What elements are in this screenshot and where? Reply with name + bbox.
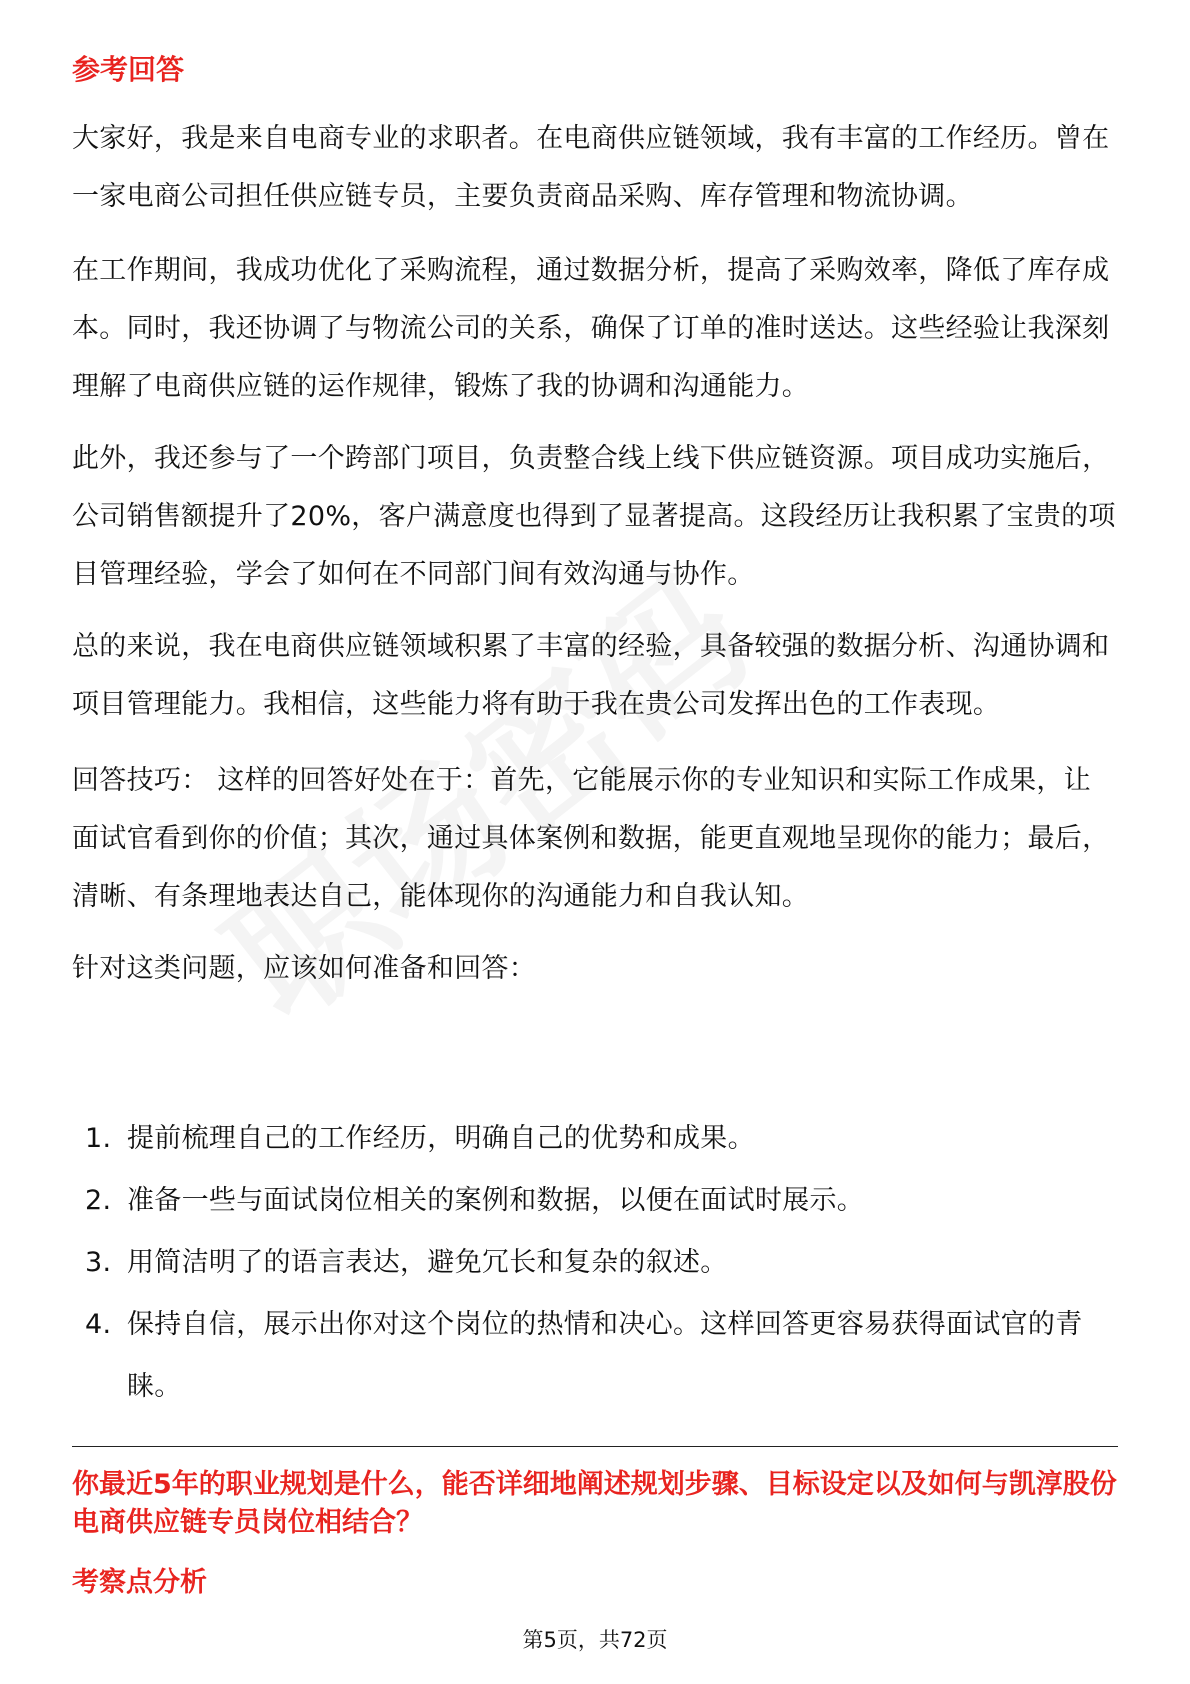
section-heading: 参考回答 bbox=[72, 53, 185, 86]
list-item-number: 3. bbox=[85, 1247, 112, 1278]
analysis-heading: 考察点分析 bbox=[72, 1567, 207, 1598]
list-item-text: 用简洁明了的语言表达，避免冗长和复杂的叙述。 bbox=[127, 1247, 728, 1278]
paragraph-achievements: 在工作期间，我成功优化了采购流程，通过数据分析，提高了采购效率，降低了库存成本。同时，我还协调了与物流公司的关系，确保了订单的准时送达。这些经验让我深刻理解了电商供应链的运作规律，锻炼了我的协调和沟通能力。 bbox=[72, 255, 1110, 402]
list-item-text: 准备一些与面试岗位相关的案例和数据，以便在面试时展示。 bbox=[127, 1185, 865, 1216]
paragraph-intro: 大家好，我是来自电商专业的求职者。在电商供应链领域，我有丰富的工作经历。曾在一家电商公司担任供应链专员，主要负责商品采购、库存管理和物流协调。 bbox=[72, 123, 1110, 212]
preparation-list bbox=[72, 1108, 1118, 1418]
list-item bbox=[72, 1108, 1118, 1170]
list-item bbox=[72, 1170, 1118, 1232]
list-item-number: 4. bbox=[85, 1309, 112, 1340]
list-item-number: 2. bbox=[85, 1185, 112, 1216]
list-item-number: 1. bbox=[85, 1123, 112, 1154]
paragraph-prep-intro: 针对这类问题，应该如何准备和回答： bbox=[72, 953, 537, 984]
next-question: 你最近5年的职业规划是什么，能否详细地阐述规划步骤、目标设定以及如何与凯淳股份电商供应链专员岗位相结合？ bbox=[72, 1469, 1117, 1538]
list-item bbox=[72, 1294, 1118, 1418]
list-item-text: 保持自信，展示出你对这个岗位的热情和决心。这样回答更容易获得面试官的青睐。 bbox=[127, 1309, 1083, 1402]
section-divider bbox=[72, 1446, 1118, 1447]
list-item-text: 提前梳理自己的工作经历，明确自己的优势和成果。 bbox=[127, 1123, 755, 1154]
paragraph-tips: 回答技巧： 这样的回答好处在于：首先，它能展示你的专业知识和实际工作成果，让面试官看到你的价值；其次，通过具体案例和数据，能更直观地呈现你的能力；最后，清晰、有条理地表达自己，能体现你的沟通能力和自我认知。 bbox=[72, 765, 1110, 912]
page-footer: 第5页，共72页 bbox=[522, 1628, 668, 1652]
paragraph-project: 此外，我还参与了一个跨部门项目，负责整合线上线下供应链资源。项目成功实施后，公司销售额提升了20%，客户满意度也得到了显著提高。这段经历让我积累了宝贵的项目管理经验，学会了如何在不同部门间有效沟通与协作。 bbox=[72, 443, 1116, 590]
paragraph-summary: 总的来说，我在电商供应链领域积累了丰富的经验，具备较强的数据分析、沟通协调和项目管理能力。我相信，这些能力将有助于我在贵公司发挥出色的工作表现。 bbox=[72, 631, 1110, 720]
list-item bbox=[72, 1232, 1118, 1294]
